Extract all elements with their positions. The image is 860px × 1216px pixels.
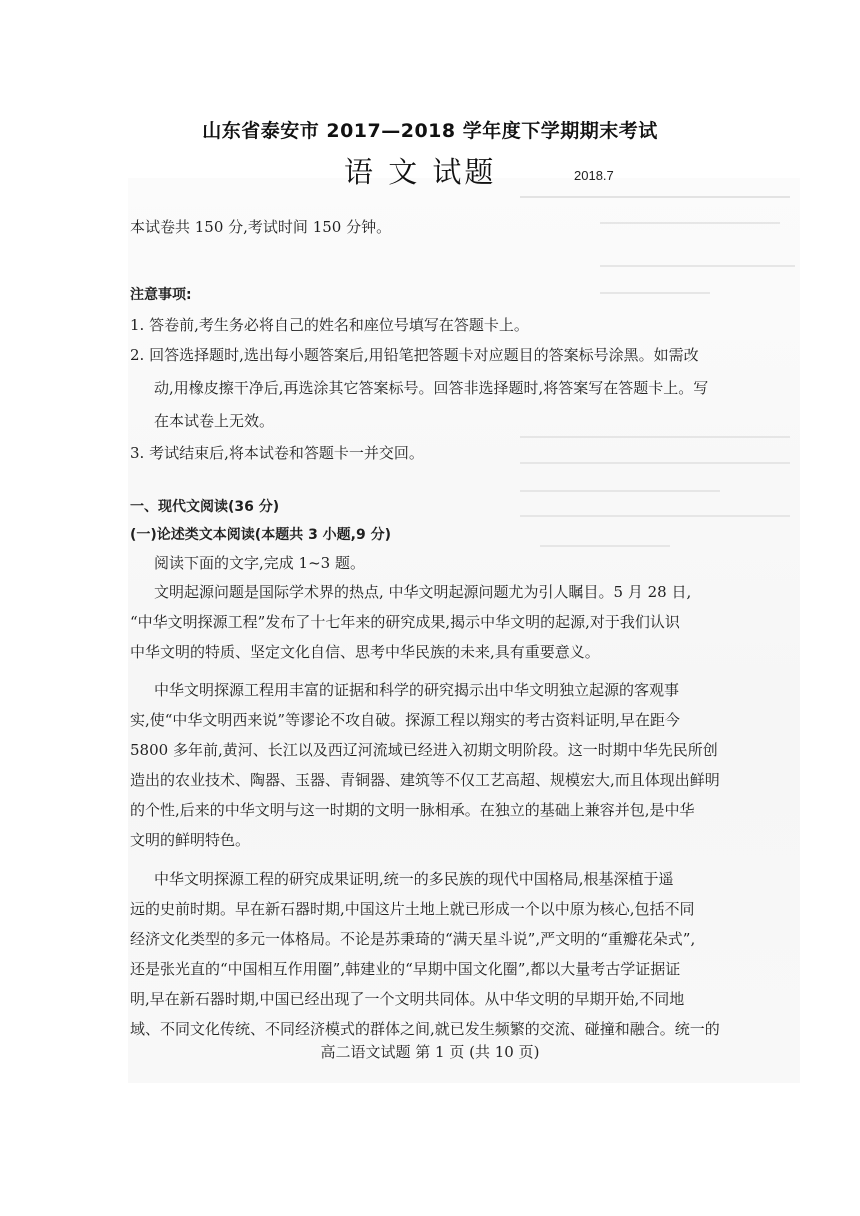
passage-line: 经济文化类型的多元一体格局。不论是苏秉琦的“满天星斗说”,严文明的“重瓣花朵式”, [130,930,696,948]
exam-intro: 本试卷共 150 分,考试时间 150 分钟。 [130,218,392,236]
subject-title: 语 文 试题 [344,155,497,189]
show-through-mark [600,292,710,294]
show-through-mark [520,462,790,464]
section-instruction: 阅读下面的文字,完成 1~3 题。 [154,554,365,572]
passage-line: 文明起源问题是国际学术界的热点, 中华文明起源问题尤为引人瞩目。5 月 28 日, [154,583,692,601]
passage-line: 5800 多年前,黄河、长江以及西辽河流域已经进入初期文明阶段。这一时期中华先民所创 [130,741,718,759]
show-through-mark [520,196,790,198]
notice-item: 2. 回答选择题时,选出每小题答案后,用铅笔把答题卡对应题目的答案标号涂黑。如需改 [130,346,699,364]
passage-line: 域、不同文化传统、不同经济模式的群体之间,就已发生频繁的交流、碰撞和融合。统一的 [130,1020,720,1038]
exam-date: 2018.7 [574,168,614,183]
passage-line: 文明的鲜明特色。 [130,831,251,849]
passage-line: 远的史前时期。早在新石器时期,中国这片土地上就已形成一个以中原为核心,包括不同 [130,900,695,918]
notice-item: 在本试卷上无效。 [154,412,275,430]
show-through-mark [600,222,780,224]
passage-line: 还是张光直的“中国相互作用圈”,韩建业的“早期中国文化圈”,都以大量考古学证据证 [130,960,681,978]
show-through-mark [520,490,720,492]
passage-line: 造出的农业技术、陶器、玉器、青铜器、建筑等不仅工艺高超、规模宏大,而且体现出鲜明 [130,771,720,789]
passage-line: 明,早在新石器时期,中国已经出现了一个文明共同体。从中华文明的早期开始,不同地 [130,990,685,1008]
notice-item: 1. 答卷前,考生务必将自己的姓名和座位号填写在答题卡上。 [130,316,529,334]
exam-title: 山东省泰安市 2017—2018 学年度下学期期末考试 [202,120,658,142]
page-footer: 高二语文试题 第 1 页 (共 10 页) [320,1043,540,1061]
notice-item: 3. 考试结束后,将本试卷和答题卡一并交回。 [130,444,424,462]
notice-item: 动,用橡皮擦干净后,再选涂其它答案标号。回答非选择题时,将答案写在答题卡上。写 [154,379,709,397]
section-heading: 一、现代文阅读(36 分) [130,499,280,515]
show-through-mark [540,545,670,547]
passage-line: 中华文明探源工程用丰富的证据和科学的研究揭示出中华文明独立起源的客观事 [154,681,680,699]
passage-line: “中华文明探源工程”发布了十七年来的研究成果,揭示中华文明的起源,对于我们认识 [130,613,680,631]
passage-line: 的个性,后来的中华文明与这一时期的文明一脉相承。在独立的基础上兼容并包,是中华 [130,801,695,819]
show-through-mark [520,436,790,438]
show-through-mark [520,515,790,517]
notice-heading: 注意事项: [130,287,192,303]
section-subheading: (一)论述类文本阅读(本题共 3 小题,9 分) [130,527,392,543]
passage-line: 实,使“中华文明西来说”等谬论不攻自破。探源工程以翔实的考古资料证明,早在距今 [130,711,680,729]
show-through-mark [600,265,795,267]
passage-line: 中华文明探源工程的研究成果证明,统一的多民族的现代中国格局,根基深植于遥 [154,870,674,888]
passage-line: 中华文明的特质、坚定文化自信、思考中华民族的未来,具有重要意义。 [130,643,600,661]
